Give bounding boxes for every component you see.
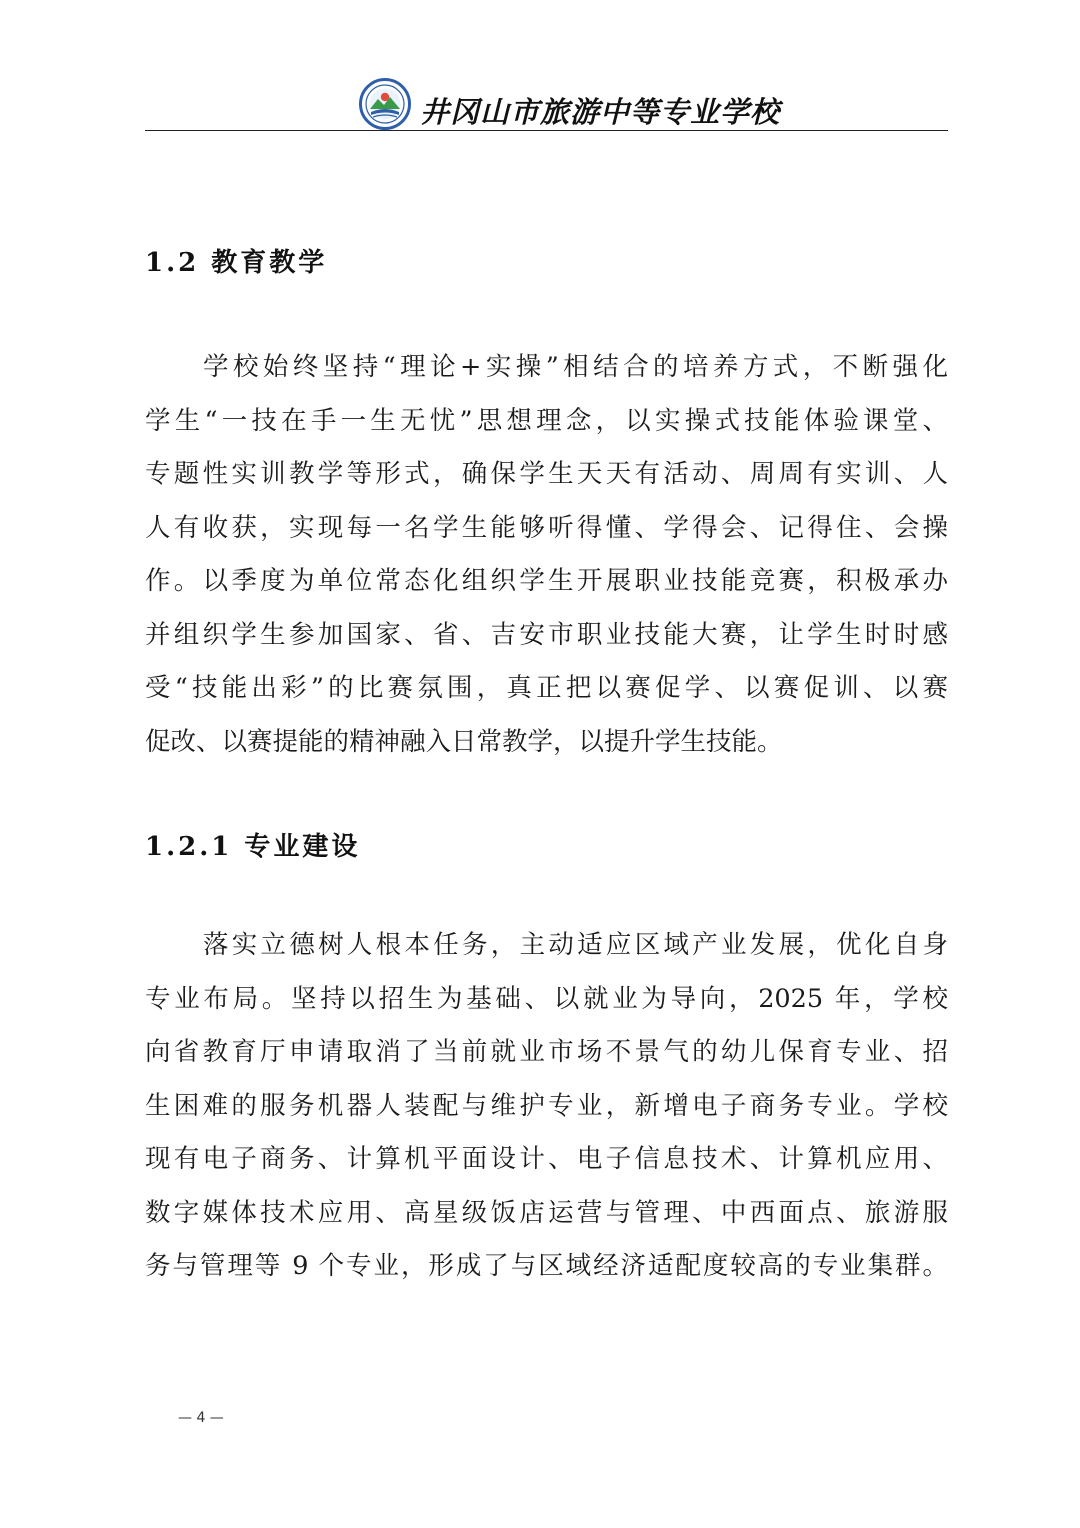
header-divider [145, 130, 948, 131]
paragraph-line: 学校始终坚持“理论+实操”相结合的培养方式，不断强化 [203, 352, 948, 382]
section-heading-1-2: 1.2 教育教学 [145, 248, 328, 278]
page-number: — 4 — [178, 1410, 224, 1426]
paragraph-line: 促改、以赛提能的精神融入日常教学，以提升学生技能。 [145, 726, 783, 757]
paragraph-line: 并组织学生参加国家、省、吉安市职业技能大赛，让学生时时感 [145, 619, 948, 650]
paragraph-major-construction [145, 919, 948, 1294]
page-header [145, 70, 948, 132]
paragraph-line: 落实立德树人根本任务，主动适应区域产业发展，优化自身 [203, 930, 948, 960]
paragraph-line: 数字媒体技术应用、高星级饭店运营与管理、中西面点、旅游服 [145, 1197, 948, 1228]
paragraph-line: 学生“一技在手一生无忧”思想理念，以实操式技能体验课堂、 [145, 405, 948, 436]
paragraph-line: 作。以季度为单位常态化组织学生开展职业技能竞赛，积极承办 [145, 566, 948, 596]
paragraph-line: 务与管理等 9 个专业，形成了与区域经济适配度较高的专业集群。 [145, 1251, 948, 1281]
paragraph-line: 受“技能出彩”的比赛氛围，真正把以赛促学、以赛促训、以赛 [145, 673, 948, 703]
paragraph-line: 向省教育厅申请取消了当前就业市场不景气的幼儿保育专业、招 [145, 1037, 948, 1067]
school-name: 井冈山市旅游中等专业学校 [420, 95, 781, 129]
paragraph-line: 现有电子商务、计算机平面设计、电子信息技术、计算机应用、 [145, 1144, 948, 1174]
school-emblem-icon [359, 78, 411, 130]
paragraph-line: 专题性实训教学等形式，确保学生天天有活动、周周有实训、人 [145, 459, 948, 489]
paragraph-line: 人有收获，实现每一名学生能够听得懂、学得会、记得住、会操 [145, 512, 948, 543]
paragraph-line: 专业布局。坚持以招生为基础、以就业为导向，2025 年，学校 [145, 983, 948, 1014]
paragraph-line: 生困难的服务机器人装配与维护专业，新增电子商务专业。学校 [145, 1090, 948, 1121]
section-heading-1-2-1: 1.2.1 专业建设 [145, 832, 361, 862]
paragraph-education-teaching [145, 341, 948, 769]
